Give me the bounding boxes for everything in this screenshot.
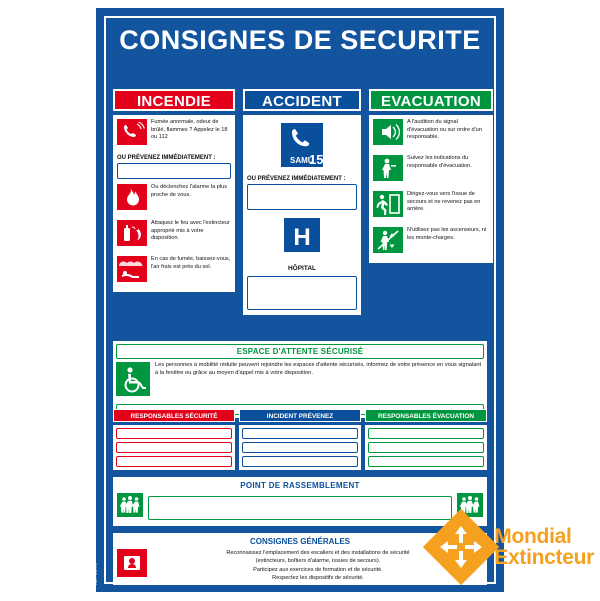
box-responsables-evacuation <box>365 409 487 470</box>
consignes-generales-title: CONSIGNES GÉNÉRALES <box>249 537 350 546</box>
rassemblement-title: POINT DE RASSEMBLEMENT <box>240 481 360 490</box>
consigne-line: (extincteurs, boîtiers d'alarme, issues de secours). <box>255 558 381 565</box>
crawl-low-smoke-icon <box>117 256 147 287</box>
watermark-logo <box>434 520 594 574</box>
list-item-text: A l'audition du signal d'évacuation ou sur ordre d'un responsable. <box>407 119 482 141</box>
assembly-point-icon <box>117 493 143 522</box>
consigne-line: Respectez les dispositifs de sécurité. <box>272 575 364 582</box>
emergency-exit-running-icon <box>373 191 403 222</box>
list-item-text: Fumée anormale, odeur de brûlé, flammes ? Appelez le 18 ou 112 <box>151 119 228 141</box>
banner-accident: ACCIDENT <box>243 89 361 111</box>
four-arrows-diamond-logo <box>423 509 499 585</box>
espace-attente-section <box>113 341 487 418</box>
extinguisher-attack-icon <box>117 220 147 251</box>
poster-reference-text: REF. CS-FR <box>93 563 98 585</box>
list-item <box>117 256 231 287</box>
guide-person-icon <box>373 155 403 186</box>
column-incendie <box>113 89 235 292</box>
watermark-text <box>494 526 594 569</box>
list-item <box>373 191 489 222</box>
panel-accident <box>243 115 361 315</box>
consigne-line: Reconnaissez l'emplacement des escaliers et des installations de sécurité <box>226 550 410 556</box>
write-in-line[interactable] <box>242 456 358 467</box>
box-title: RESPONSABLES ÉVACUATION <box>365 409 487 422</box>
write-in-line[interactable] <box>368 442 484 453</box>
write-in-line[interactable] <box>368 428 484 439</box>
list-item-text: Dirigez-vous vers l'issue de secours et ne revenez pas en arrière. <box>407 191 481 213</box>
push-alarm-button-icon <box>117 549 147 583</box>
banner-evacuation: EVACUATION <box>369 89 493 111</box>
hospital-icon <box>247 210 357 264</box>
watermark-line1: Mondial <box>494 524 572 548</box>
column-accident <box>243 89 361 315</box>
samu-label: SAMU <box>290 156 314 165</box>
fire-alarm-hand-icon <box>117 184 147 215</box>
list-item <box>373 227 489 258</box>
write-in-line[interactable] <box>242 428 358 439</box>
list-item <box>373 119 489 150</box>
incendie-contact-field[interactable] <box>117 163 231 179</box>
box-title: INCIDENT PRÉVENEZ <box>239 409 361 422</box>
no-lift-icon <box>373 227 403 258</box>
write-in-line[interactable] <box>242 442 358 453</box>
write-in-line[interactable] <box>368 456 484 467</box>
list-item <box>373 155 489 186</box>
list-item-text: Ou déclenchez l'alarme la plus proche de vous. <box>151 184 228 198</box>
list-item <box>117 119 231 150</box>
box-responsables-securite <box>113 409 235 470</box>
list-item-text: En cas de fumée, baissez-vous, l'air frais est près du sol. <box>151 256 231 270</box>
list-item-text: Suivez les indications du responsable d'évacuation. <box>407 155 472 169</box>
write-in-line[interactable] <box>116 442 232 453</box>
list-item <box>117 184 231 215</box>
list-item-text: N'utilisez pas les ascenseurs, ni les monte-charges. <box>407 227 487 241</box>
samu-number: 15 <box>309 152 324 167</box>
svg-text:H: H <box>293 224 311 251</box>
responsibility-boxes <box>113 409 487 470</box>
field-label-incendie: OU PRÉVENEZ IMMÉDIATEMENT : <box>117 155 216 161</box>
field-label-accident: OU PRÉVENEZ IMMÉDIATEMENT : <box>247 176 346 182</box>
samu-icon <box>247 119 357 174</box>
accident-contact-field[interactable] <box>247 184 357 210</box>
list-item <box>117 220 231 251</box>
espace-attente-title: ESPACE D'ATTENTE SÉCURISÉ <box>116 344 484 359</box>
point-de-rassemblement-section <box>113 477 487 526</box>
page-title: CONSIGNES DE SECURITE <box>119 25 481 55</box>
box-incident-prevenez <box>239 409 361 470</box>
panel-incendie <box>113 115 235 292</box>
hospital-field[interactable] <box>247 276 357 310</box>
box-title: RESPONSABLES SÉCURITÉ <box>113 409 235 422</box>
column-evacuation <box>369 89 493 263</box>
rassemblement-field[interactable] <box>148 496 452 520</box>
fire-alarm-phone-icon <box>117 119 147 150</box>
hospital-label: HÔPITAL <box>287 265 317 272</box>
safety-poster <box>93 8 504 592</box>
banner-incendie: INCENDIE <box>113 89 235 111</box>
consigne-line: Participez aux exercices de formation et de sécurité. <box>253 566 383 573</box>
list-item-text: Attaquez le feu avec l'extincteur approprié mis à votre disposition. <box>151 220 230 242</box>
espace-attente-text: Les personnes à mobilité réduite peuvent rejoindre les espaces d'attente sécurisés, informez de votre présence en vous signalant à la fenêtre ou grâce au moyen d'appel mis à votre disposition. <box>155 362 482 376</box>
watermark-line2: Extincteur <box>494 546 594 569</box>
write-in-line[interactable] <box>116 456 232 467</box>
alarm-sounder-icon <box>373 119 403 150</box>
write-in-line[interactable] <box>116 428 232 439</box>
panel-evacuation <box>369 115 493 263</box>
wheelchair-waiting-area-icon <box>116 362 150 401</box>
